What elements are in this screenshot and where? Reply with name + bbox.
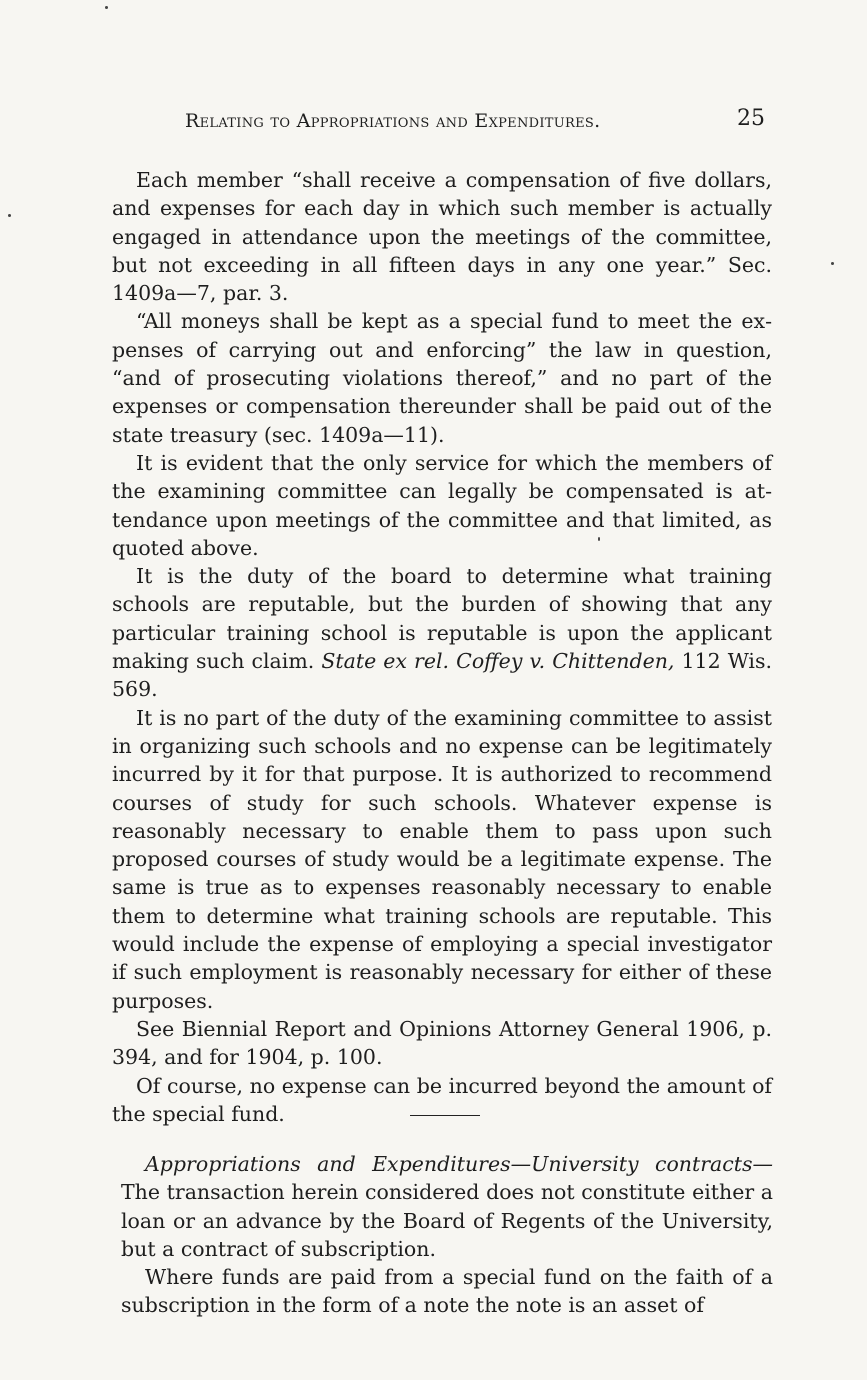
paragraph: Of course, no expense can be incurred beyond the amount of the special fund. [112,1073,772,1126]
scan-speck [598,537,600,541]
citation-reference: 112 Wis. 569. [112,649,773,702]
running-title: Relating to Appropriations and Expenditures. [185,110,601,132]
paragraph: “All moneys shall be kept as a special fund to meet the expenses of carrying out and enforcing” the law in question, “and of prosecuting violations thereof,” and no part of the expenses or compensation thereunder shall be paid out of the state treasury (sec. 1409a—11). [112,309,772,447]
paragraph-text: It is the duty of the board to determine what training schools are reputable, but the burden of showing that any particular training school is reputable is upon the applicant making such claim. [112,564,772,674]
paragraph-with-citation [112,562,772,703]
scan-speck [831,262,834,265]
page-number: 25 [737,106,765,131]
scan-speck [8,214,11,217]
page-header [185,106,765,140]
section-divider [410,1115,480,1116]
paragraph: Each member “shall receive a compensation of five dollars, and expenses for each day in which such member is actually engaged in attendance upon the meetings of the committee, but not exceeding in all fifteen days in any one year.” Sec. 1409a—7, par. 3. [112,168,772,306]
paragraph: See Biennial Report and Opinions Attorney General 1906, p. 394, and for 1904, p. 100. [112,1016,772,1070]
next-opinion [121,1150,773,1320]
section-heading: Appropriations and Expenditures—University contracts— [145,1152,773,1176]
scan-speck [105,6,108,9]
opinion-body [112,166,772,1128]
syllabus-paragraph [121,1150,773,1263]
paragraph: Where funds are paid from a special fund on the faith of a subscription in the form of a note the note is an asset of [121,1265,773,1318]
case-citation: State ex rel. Coffey v. Chittenden, [321,649,675,674]
syllabus-text: The transaction herein considered does not constitute either a loan or an advance by the Board of Regents of the University, but a contract of subscription. [121,1180,773,1261]
paragraph: It is no part of the duty of the examining committee to assist in organizing such schools and no expense can be legitimately incurred by it for that purpose. It is authorized to recommend courses of study for such schools. Whatever expense is reasonably necessary to enable them to pass upon such proposed courses of study would be a legitimate expense. The same is true as to expenses reasonably necessary to enable them to determine what training schools are reputable. This would include the expense of employing a special investigator if such employment is reasonably necessary for either of these purposes. [112,705,772,1013]
paragraph: It is evident that the only service for which the members of the examining committee can legally be compensated is attendance upon meetings of the committee and that limited, as quoted above. [112,450,772,560]
